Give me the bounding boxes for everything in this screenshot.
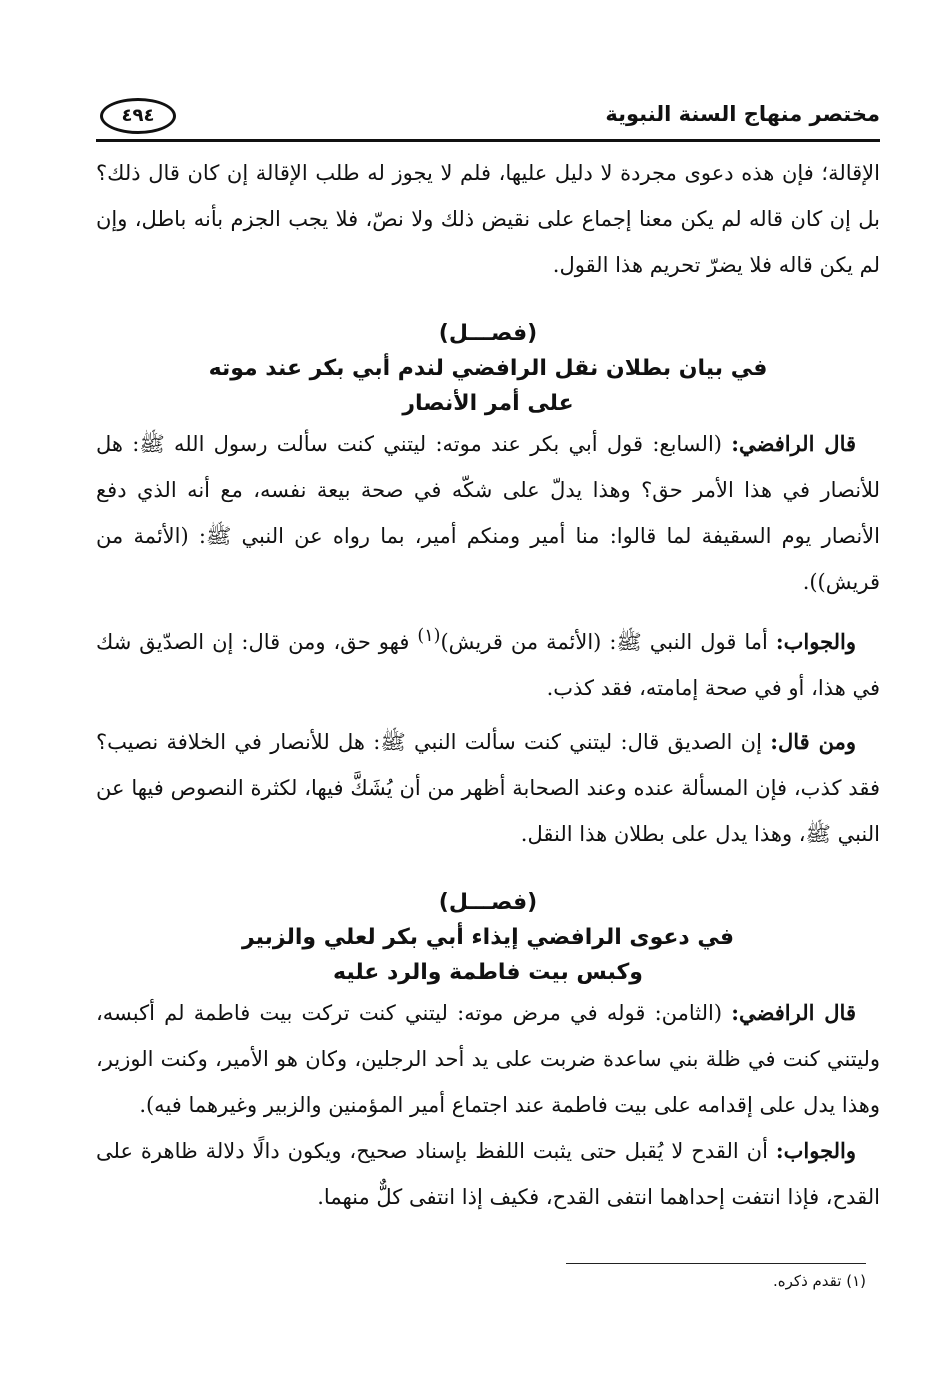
paragraph-lead: قال الرافضي:	[731, 1000, 856, 1025]
paragraph	[96, 421, 880, 605]
paragraph-lead: والجواب:	[775, 629, 856, 654]
section-title-line: على أمر الأنصار	[402, 391, 574, 416]
footnote: (١) تقدم ذكره.	[773, 1272, 866, 1290]
page-number-badge: ٤٩٤	[100, 98, 176, 134]
paragraph-text: إن الصديق قال: ليتني كنت سألت النبي ﷺ: هل للأنصار في الخلافة نصيب؟ فقد كذب، فإن المسألة عنده وعند الصحابة أظهر من أن يُشَكَّ فيها، لكثرة النصوص فيها عن النبي ﷺ، وهذا يدل على بطلان هذا النقل.	[96, 730, 880, 846]
header-rule	[96, 139, 880, 142]
page-body	[96, 150, 880, 1220]
paragraph	[96, 990, 880, 1128]
paragraph-lead: قال الرافضي:	[731, 431, 857, 456]
running-header	[96, 96, 880, 138]
section-title-line: وكبس بيت فاطمة والرد عليه	[333, 960, 643, 985]
footnote-rule	[566, 1263, 866, 1264]
section-title-line: في بيان بطلان نقل الرافضي لندم أبي بكر عند موته	[208, 356, 768, 381]
paragraph	[96, 613, 880, 711]
paragraph-lead: ومن قال:	[770, 729, 857, 754]
section-label: (فصـــل)	[438, 890, 538, 915]
paragraph	[96, 1128, 880, 1220]
paragraph-text: أما قول النبي ﷺ: (الأئمة من قريش)	[440, 630, 776, 654]
spacer	[96, 288, 880, 316]
paragraph-lead: والجواب:	[775, 1138, 856, 1163]
paragraph-text: (السابع: قول أبي بكر عند موته: ليتني كنت سألت رسول الله ﷺ: هل للأنصار في هذا الأمر حق؟ وهذا يدلّ على شكّه في صحة بيعة نفسه، مع أنه الذي دفع الأنصار يوم السقيفة لما قالوا: منا أمير ومنكم أمير، بما رواه عن النبي ﷺ: (الأئمة من قريش)).	[96, 432, 880, 594]
paragraph-text: (الثامن: قوله في مرض موته: ليتني كنت تركت بيت فاطمة لم أكبسه، وليتني كنت في ظلة بني ساعدة ضربت على يد أحد الرجلين، وكان هو الأمير، وكنت الوزير، وهذا يدل على إقدامه على بيت فاطمة عند اجتماع أمير المؤمنين والزبير وغيرهما فيه).	[96, 1001, 880, 1117]
section-heading-2	[96, 885, 880, 990]
book-title: مختصر منهاج السنة النبوية	[605, 102, 880, 126]
paragraph	[96, 719, 880, 857]
paragraph-text: أن القدح لا يُقبل حتى يثبت اللفظ بإسناد صحيح، ويكون دالًا دلالة ظاهرة على القدح، فإذا انتفت إحداهما انتفى القدح، فكيف إذا انتفى كلٌّ منهما.	[96, 1139, 880, 1209]
spacer	[96, 857, 880, 885]
spacer	[96, 605, 880, 613]
paragraph-continuation: الإقالة؛ فإن هذه دعوى مجردة لا دليل عليها، فلم لا يجوز له طلب الإقالة إن كان قال ذلك؟ بل إن كان قاله لم يكن معنا إجماع على نقيض ذلك ولا نصّ، فلا يجب الجزم بأنه باطل، وإن لم يكن قاله فلا يضرّ تحريم هذا القول.	[96, 161, 880, 277]
spacer	[96, 711, 880, 719]
section-heading-1	[96, 316, 880, 421]
footnote-marker: (١)	[417, 626, 441, 646]
section-title-line: في دعوى الرافضي إيذاء أبي بكر لعلي والزبير	[241, 925, 735, 950]
section-label: (فصـــل)	[438, 321, 538, 346]
paragraph-text: فهو حق، ومن قال: إن الصدّيق شك في هذا، أو في صحة إمامته، فقد كذب.	[96, 630, 880, 700]
